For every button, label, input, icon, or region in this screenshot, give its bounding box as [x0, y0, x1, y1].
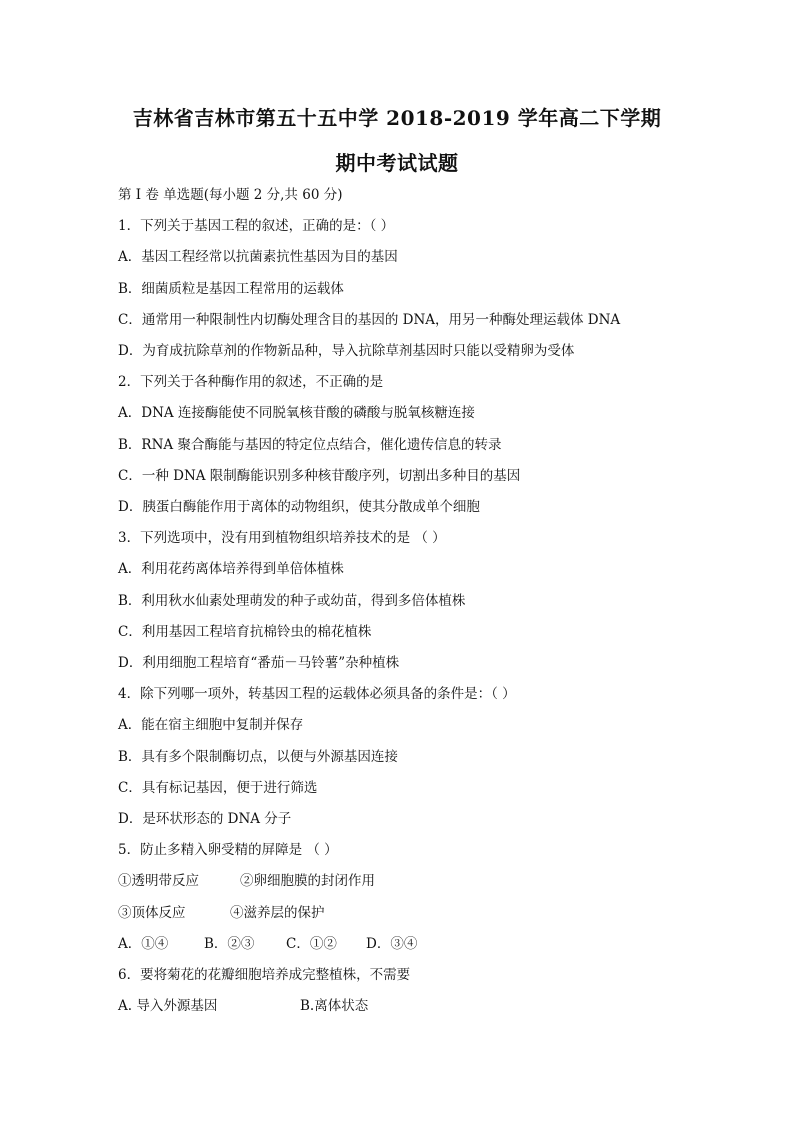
- question-4-option-b: B．具有多个限制酶切点，以便与外源基因连接: [118, 749, 398, 765]
- question-2-option-b: B．RNA 聚合酶能与基因的特定位点结合，催化遗传信息的转录: [118, 437, 502, 453]
- question-5-option-d: D．③④: [366, 936, 418, 952]
- question-3-option-d: D．利用细胞工程培育“番茄－马铃薯”杂种植株: [118, 655, 400, 671]
- question-5-option-c: C．①②: [286, 936, 337, 952]
- section-heading: 第 I 卷 单选题(每小题 2 分,共 60 分): [118, 187, 343, 203]
- question-3-option-a: A．利用花药离体培养得到单倍体植株: [118, 561, 344, 577]
- question-4-option-d: D．是环状形态的 DNA 分子: [118, 811, 292, 827]
- question-2-option-c: C．一种 DNA 限制酶能识别多种核苷酸序列，切割出多种目的基因: [118, 468, 521, 484]
- question-6-options-row: [118, 997, 368, 1015]
- question-5-option-b: B．②③: [204, 936, 255, 952]
- question-1-stem: 1．下列关于基因工程的叙述，正确的是：（ ）: [118, 218, 395, 234]
- question-4-stem: 4．除下列哪一项外，转基因工程的运载体必须具备的条件是：（ ）: [118, 686, 516, 702]
- question-1-option-b: B．细菌质粒是基因工程常用的运载体: [118, 281, 344, 297]
- question-5-item-4: ④滋养层的保护: [230, 905, 325, 921]
- question-1-option-c: C．通常用一种限制性内切酶处理含目的基因的 DNA，用另一种酶处理运载体 DNA: [118, 312, 621, 328]
- question-5-stem: 5．防止多精入卵受精的屏障是 （ ）: [118, 842, 338, 858]
- question-4-option-a: A．能在宿主细胞中复制并保存: [118, 717, 304, 733]
- question-1-option-d: D．为育成抗除草剂的作物新品种，导入抗除草剂基因时只能以受精卵为受体: [118, 343, 575, 359]
- question-5-items-row-2: [118, 904, 325, 922]
- question-6-stem: 6．要将菊花的花瓣细胞培养成完整植株，不需要: [118, 967, 411, 983]
- question-3-stem: 3．下列选项中，没有用到植物组织培养技术的是 （ ）: [118, 530, 446, 546]
- question-2-stem: 2．下列关于各种酶作用的叙述，不正确的是: [118, 374, 384, 390]
- question-5-item-2: ②卵细胞膜的封闭作用: [240, 873, 375, 889]
- question-4-option-c: C．具有标记基因，便于进行筛选: [118, 780, 318, 796]
- question-6-option-b: B.离体状态: [300, 998, 369, 1014]
- question-5-item-1: ①透明带反应: [118, 873, 199, 889]
- question-5-items-row-1: [118, 872, 375, 890]
- question-1-option-a: A．基因工程经常以抗菌素抗性基因为目的基因: [118, 249, 398, 265]
- question-5-item-3: ③顶体反应: [118, 905, 186, 921]
- question-3-option-c: C．利用基因工程培育抗棉铃虫的棉花植株: [118, 624, 372, 640]
- document-subtitle: 期中考试试题: [335, 151, 459, 175]
- question-6-option-a: A. 导入外源基因: [118, 998, 218, 1014]
- question-3-option-b: B．利用秋水仙素处理萌发的种子或幼苗，得到多倍体植株: [118, 593, 466, 609]
- question-5-options-row: [118, 935, 417, 953]
- document-title: 吉林省吉林市第五十五中学 2018-2019 学年高二下学期: [132, 106, 662, 130]
- question-2-option-a: A．DNA 连接酶能使不同脱氧核苷酸的磷酸与脱氧核糖连接: [118, 405, 475, 421]
- question-2-option-d: D．胰蛋白酶能作用于离体的动物组织，使其分散成单个细胞: [118, 499, 480, 515]
- question-5-option-a: A．①④: [118, 936, 169, 952]
